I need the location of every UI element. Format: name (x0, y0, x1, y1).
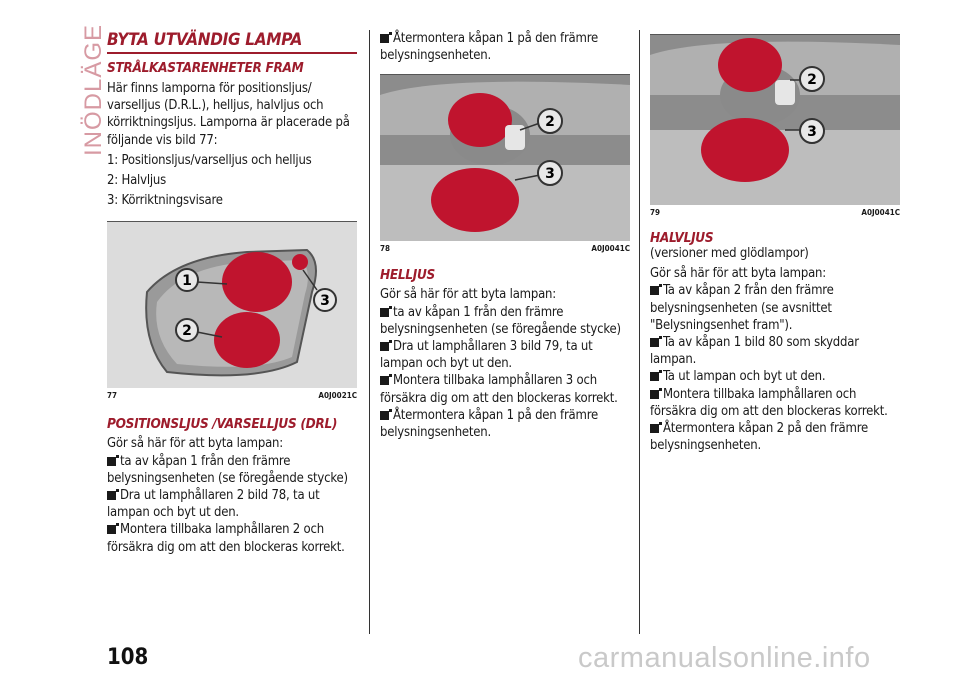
bullet-icon (107, 457, 116, 466)
lamp-3 (292, 254, 308, 270)
page-number: 108 (107, 645, 149, 670)
watermark: carmanualsonline.info (578, 642, 871, 674)
bullet-icon (650, 424, 659, 433)
section-heading: STRÅLKASTARENHETER FRAM (107, 60, 304, 76)
bullet-icon (380, 342, 389, 351)
figure-number: 78 (380, 244, 391, 254)
column-2 (380, 30, 630, 441)
figure-image (650, 35, 900, 205)
figure-code: A0J0041C (591, 244, 630, 254)
list-item: Återmontera kåpan 2 på den främre belysningsenheten. (650, 421, 869, 454)
marker-1: 1 (182, 273, 192, 290)
column-divider (639, 30, 640, 634)
section-heading: HALVLJUS (650, 230, 714, 246)
list-item: Montera tillbaka lamphållaren och försäkra dig om att den blockeras korrekt. (650, 386, 888, 419)
section-heading: HELLJUS (380, 267, 435, 284)
list-item: 1: Positionsljus/varselljus och helljus (107, 152, 312, 168)
lamp-holder-2 (448, 93, 512, 147)
figure-caption (380, 241, 630, 253)
lamp-1 (222, 252, 292, 312)
paragraph: Gör så här för att byta lampan: (380, 287, 557, 303)
bullet-icon (107, 491, 116, 500)
marker-2: 2 (807, 72, 817, 88)
list-item: Dra ut lamphållaren 3 bild 79, ta ut lampan och byt ut den. (380, 339, 593, 372)
figure-image (107, 222, 357, 388)
marker-2: 2 (182, 323, 192, 340)
bullet-icon (380, 308, 389, 317)
lamp-2 (214, 312, 280, 368)
bullet-icon (380, 34, 389, 43)
title-rule (107, 52, 357, 54)
list-item: Ta av kåpan 2 från den främre belysningsenheten (se avsnittet "Belysningsenhet fram"). (650, 283, 834, 333)
bullet-icon (380, 376, 389, 385)
marker-3: 3 (807, 124, 817, 140)
paragraph: Gör så här för att byta lampan: (650, 266, 827, 282)
figure-79 (650, 34, 900, 217)
section-note: (versioner med glödlampor) (650, 246, 809, 261)
marker-3: 3 (320, 293, 330, 310)
list-item: ta av kåpan 1 från den främre belysningsenheten (se föregående stycke) (107, 453, 348, 486)
figure-78 (380, 74, 630, 253)
section-side-tab: INÖDLÄGE (80, 23, 107, 156)
list-item: Återmontera kåpan 1 på den främre belysningsenheten. (380, 407, 599, 441)
figure-code: A0J0041C (861, 208, 900, 217)
figure-caption (650, 205, 900, 217)
figure-77 (107, 221, 357, 400)
bullet-icon (650, 338, 659, 347)
bullet-icon (380, 411, 389, 420)
marker-3: 3 (545, 166, 555, 183)
page-title: BYTA UTVÄNDIG LAMPA (107, 30, 303, 50)
list-item: ta av kåpan 1 från den främre belysningsenheten (se föregående stycke) (380, 304, 621, 337)
column-3 (650, 30, 900, 454)
list-item: 3: Körriktningsvisare (107, 193, 223, 209)
section-heading: POSITIONSLJUS /VARSELLJUS (DRL) (107, 416, 338, 433)
paragraph: Gör så här för att byta lampan: (107, 436, 284, 452)
list-item: 2: Halvljus (107, 173, 167, 189)
bullet-icon (107, 525, 116, 534)
figure-number: 79 (650, 208, 661, 217)
intro-paragraph: Här finns lamporna för positionsljus/ varselljus (D.R.L.), helljus, halvljus och körriktningsljus. Lamporna är placerade på följande vis bild 77: (107, 81, 350, 148)
lamp-holder-3 (701, 118, 789, 182)
bullet-icon (650, 372, 659, 381)
bullet-icon (650, 286, 659, 295)
list-item: Ta av kåpan 1 bild 80 som skyddar lampan. (650, 335, 859, 368)
figure-image (380, 75, 630, 241)
figure-caption (107, 388, 357, 400)
list-item: Dra ut lamphållaren 2 bild 78, ta ut lampan och byt ut den. (107, 488, 320, 521)
bullet-icon (650, 390, 659, 399)
column-divider (369, 30, 370, 634)
column-1 (107, 30, 357, 556)
lamp-holder-3 (431, 168, 519, 232)
list-item: Ta ut lampan och byt ut den. (650, 368, 900, 385)
marker-2: 2 (545, 114, 555, 131)
figure-code: A0J0021C (318, 391, 357, 401)
lamp-holder-2 (718, 38, 782, 92)
list-item: Montera tillbaka lamphållaren 2 och försäkra dig om att den blockeras korrekt. (107, 522, 345, 555)
figure-number: 77 (107, 391, 118, 401)
list-item: Återmontera kåpan 1 på den främre belysningsenheten. (380, 31, 599, 64)
list-item: Montera tillbaka lamphållaren 3 och försäkra dig om att den blockeras korrekt. (380, 373, 618, 406)
